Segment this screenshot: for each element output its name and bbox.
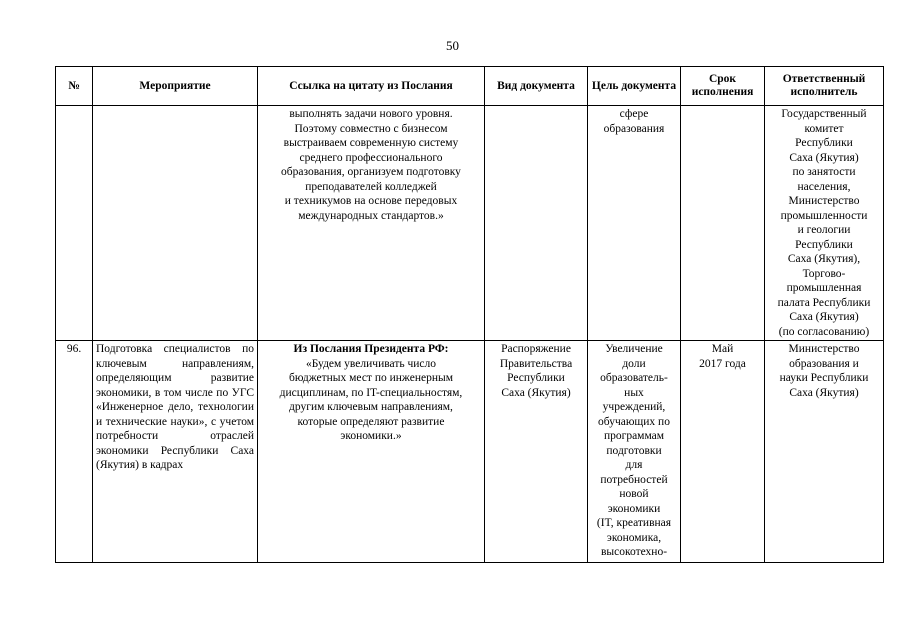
executor-line: Республики (795, 137, 853, 149)
goal-line: подготовки (606, 444, 662, 457)
events-table (55, 66, 884, 563)
quote-line: Поэтому совместно с бизнесом (294, 122, 448, 135)
quote-line: экономики.» (340, 430, 402, 442)
executor-line: Министерство (788, 343, 860, 355)
doc-type-line: Республики (507, 372, 565, 384)
table-row (56, 106, 884, 341)
executor-line: Государственный (781, 108, 867, 120)
cell-doc-type (485, 106, 588, 341)
quote-line: бюджетных мест по инженерным (289, 372, 453, 384)
executor-line: и геологии (797, 224, 851, 236)
table-header-row (56, 67, 884, 106)
executor-line: промышленности (780, 209, 868, 222)
deadline-line: 2017 года (699, 357, 746, 370)
cell-deadline (681, 106, 765, 341)
executor-line: Саха (Якутия) (789, 311, 859, 323)
header-goal: Цель документа (588, 67, 681, 106)
header-quote: Ссылка на цитату из Послания (258, 67, 485, 106)
cell-num (56, 106, 93, 341)
goal-line: экономики (607, 502, 661, 515)
page-number: 50 (446, 38, 459, 53)
header-executor: Ответственный исполнитель (765, 67, 884, 106)
cell-event: Подготовка специалистов по ключевым направлениям, определяющим развитие экономики, в том числе по УГС «Инженерное дело, технологии и технические науки», с учетом потребности отраслей экономики Республики Саха (Якутия) в кадрах (93, 341, 258, 563)
cell-goal (588, 341, 681, 563)
goal-line: (IT, креативная (596, 517, 672, 529)
quote-line: международных стандартов.» (298, 209, 444, 222)
quote-line: которые определяют развитие (297, 415, 445, 428)
executor-line: Республики (795, 238, 853, 251)
header-num: № (56, 67, 93, 106)
doc-type-line: Правительства (499, 357, 573, 370)
goal-line: Увеличение (605, 343, 663, 355)
goal-line: экономика, (606, 531, 662, 544)
doc-type-line: Распоряжение (501, 343, 571, 355)
cell-quote (258, 341, 485, 563)
goal-line: обучающих по (598, 415, 670, 428)
goal-line: образования (603, 122, 665, 135)
executor-line: по занятости (792, 166, 856, 178)
deadline-line: Май (711, 343, 734, 355)
goal-line: потребностей (600, 473, 668, 486)
goal-line: для (625, 459, 643, 471)
goal-line: сфере (619, 108, 649, 120)
executor-line: Саха (Якутия) (789, 386, 859, 399)
cell-num: 96. (56, 341, 93, 563)
cell-executor (765, 341, 884, 563)
cell-event (93, 106, 258, 341)
executor-line: Министерство (788, 195, 860, 207)
executor-line: населения, (797, 180, 851, 193)
goal-line: новой (619, 488, 649, 500)
header-doc-type: Вид документа (485, 67, 588, 106)
executor-line: Саха (Якутия), (787, 253, 861, 265)
quote-line: «Будем увеличивать число (305, 357, 436, 370)
goal-line: программам (603, 430, 665, 442)
cell-goal (588, 106, 681, 341)
executor-line: Торгово- (802, 267, 846, 280)
executor-line: (по согласованию) (778, 325, 870, 338)
executor-line: промышленная (786, 282, 862, 294)
executor-line: Саха (Якутия) (789, 151, 859, 164)
goal-line: образователь- (600, 372, 668, 384)
cell-doc-type (485, 341, 588, 563)
quote-line: выполнять задачи нового уровня. (289, 108, 453, 120)
executor-line: палата Республики (777, 296, 871, 309)
table-row (56, 341, 884, 563)
quote-line: и техникумов на основе передовых (284, 195, 458, 207)
goal-line: доли (622, 357, 646, 370)
header-deadline: Срок исполнения (681, 67, 765, 106)
quote-line: выстраиваем современную систему (283, 137, 459, 149)
quote-line: среднего профессионального (299, 151, 443, 164)
executor-line: комитет (804, 122, 844, 135)
quote-line: другим ключевым направлениям, (289, 401, 453, 413)
quote-line: образования, организуем подготовку (281, 166, 461, 178)
quote-line: преподавателей колледжей (305, 180, 437, 193)
goal-line: высокотехно- (600, 546, 668, 558)
quote-line: дисциплинам, по IT-специальностям, (279, 386, 463, 399)
cell-executor (765, 106, 884, 341)
executor-line: науки Республики (779, 372, 869, 384)
cell-deadline (681, 341, 765, 563)
executor-line: образования и (789, 357, 859, 370)
cell-quote (258, 106, 485, 341)
goal-line: учреждений, (602, 401, 666, 413)
goal-line: ных (624, 386, 644, 399)
doc-type-line: Саха (Якутия) (501, 386, 571, 399)
header-event: Мероприятие (93, 67, 258, 106)
quote-title: Из Послания Президента РФ: (293, 343, 449, 355)
